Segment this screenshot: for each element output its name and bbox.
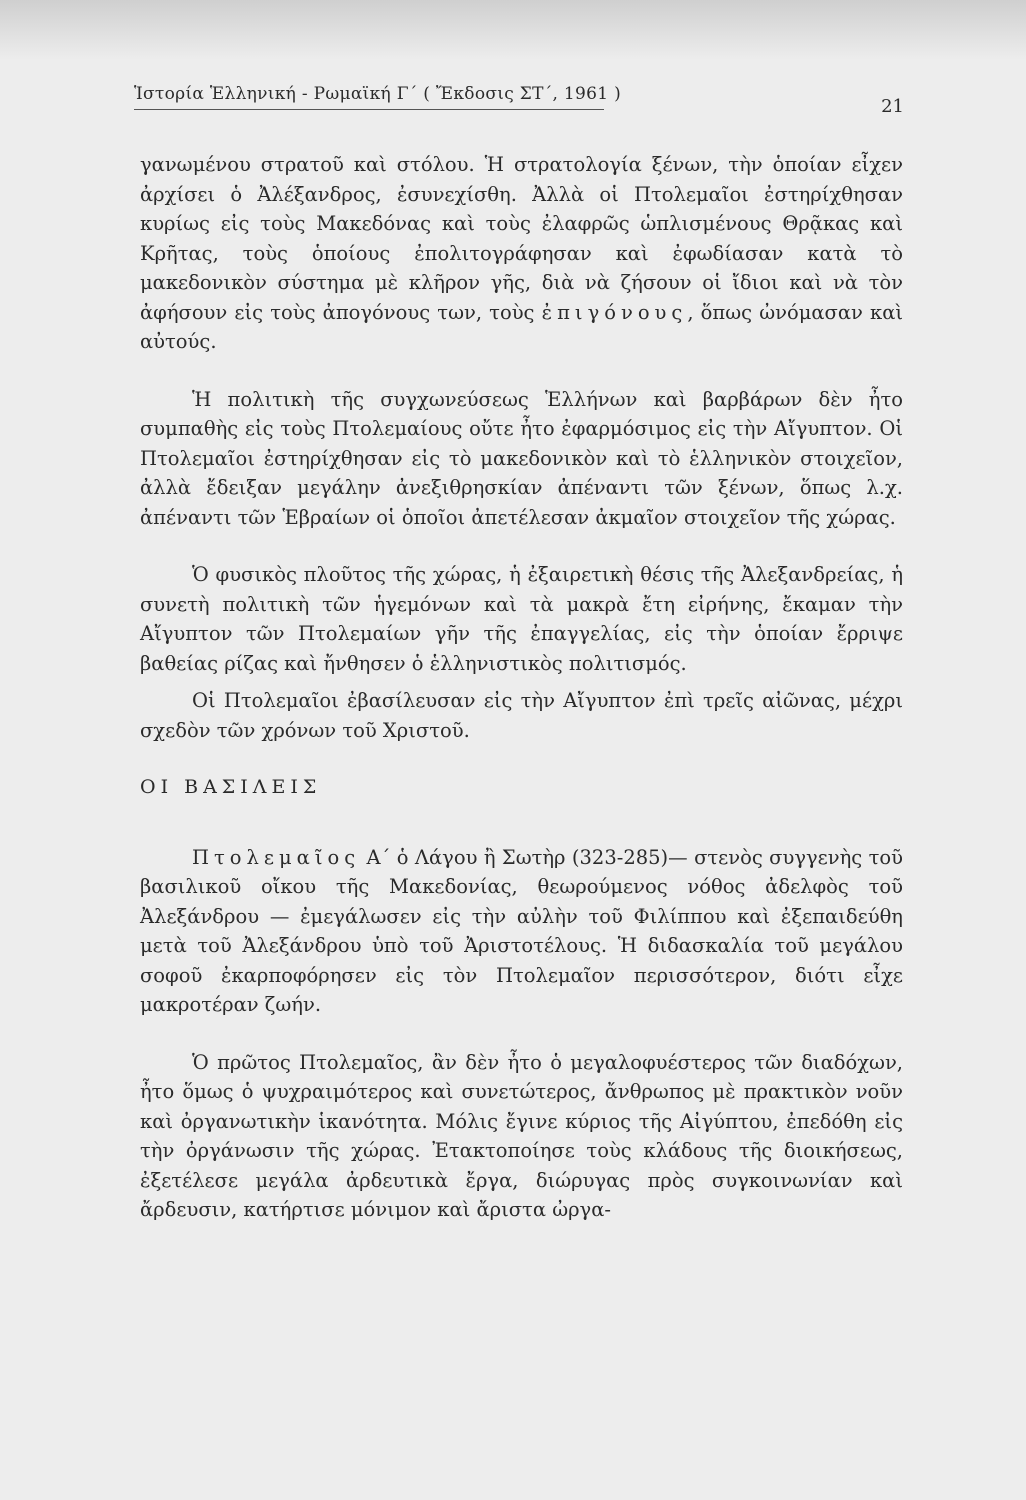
page-body — [140, 150, 903, 1225]
running-header — [134, 84, 904, 124]
paragraph-ptolemy — [140, 843, 903, 1020]
paragraph-1-text: γανωμένου στρατοῦ καὶ στόλου. Ἡ στρατολογία ξένων, τὴν ὁποίαν εἶχεν ἀρχίσει ὁ Ἀλέξανδρος, ἐσυνεχίσθη. Ἀλλὰ οἱ Πτολεμαῖοι ἐστηρίχθησαν κυρίως εἰς τοὺς Μακεδόνας καὶ τοὺς ἐλαφρῶς ὡπλισμένους Θρᾷκας καὶ Κρῆτας, τοὺς ὁποίους ἐπολιτογράφησαν καὶ ἐφωδίασαν κατὰ τὸ μακεδονικὸν σύστημα μὲ κλῆρον γῆς, διὰ νὰ ζήσουν οἱ ἴδιοι καὶ νὰ τὸν ἀφήσουν εἰς τοὺς ἀπογόνους των, τοὺς — [140, 153, 903, 324]
paragraph-1-tail: , ὅπως ὠνόμασαν καὶ αὐτούς. — [140, 300, 904, 353]
ptolemy-name: Πτολεμαῖος — [192, 845, 361, 869]
emphasized-word-epigonous: ἐπιγόνους — [541, 300, 688, 324]
ptolemy-text: Α΄ ὁ Λάγου ἢ Σωτὴρ (323-285)— στενὸς συγγενὴς τοῦ βασιλικοῦ οἴκου τῆς Μακεδονίας, θεωρούμενος νόθος ἀδελφὸς τοῦ Ἀλεξάνδρου — ἐμεγάλωσεν εἰς τὴν αὐλὴν τοῦ Φιλίππου καὶ ἐξεπαιδεύθη μετὰ τοῦ Ἀλεξάνδρου ὑπὸ τοῦ Ἀριστοτέλους. Ἡ διδασκαλία τοῦ μεγάλου σοφοῦ ἐκαρποφόρησεν εἰς τὸν Πτολεμαῖον περισσότερον, διότι εἶχε μακροτέραν ζωήν. — [140, 845, 903, 1016]
page-number: 21 — [881, 96, 904, 117]
paragraph-3: Ὁ φυσικὸς πλοῦτος τῆς χώρας, ἡ ἐξαιρετικὴ θέσις τῆς Ἀλεξανδρείας, ἡ συνετὴ πολιτικὴ τῶν ἡγεμόνων καὶ τὰ μακρὰ ἔτη εἰρήνης, ἔκαμαν τὴν Αἴγυπτον τῶν Πτολεμαίων γῆν τῆς ἐπαγγελίας, εἰς τὴν ὁποίαν ἔρριψε βαθείας ρίζας καὶ ἤνθησεν ὁ ἑλληνιστικὸς πολιτισμός. — [140, 563, 903, 675]
paragraph-last: Ὁ πρῶτος Πτολεμαῖος, ἂν δὲν ἦτο ὁ μεγαλοφυέστερος τῶν διαδόχων, ἦτο ὅμως ὁ ψυχραιμότερος καὶ συνετώτερος, ἄνθρωπος μὲ πρακτικὸν νοῦν καὶ ὀργανωτικὴν ἱκανότητα. Μόλις ἔγινε κύριος τῆς Αἰγύπτου, ἐπεδόθη εἰς τὴν ὀργάνωσιν τῆς χώρας. Ἐτακτοποίησε τοὺς κλάδους τῆς διοικήσεως, ἐξετέλεσε μεγάλα ἀρδευτικὰ ἔργα, διώρυγας πρὸς συγκοινωνίαν καὶ ἄρδευσιν, κατήρτισε μόνιμον καὶ ἄριστα ὠργα- — [140, 1050, 903, 1221]
header-title: Ἱστορία Ἑλληνική - Ρωμαϊκή Γ΄ ( Ἔκδοσις ΣΤ΄, 1961 ) — [134, 84, 622, 104]
header-rule — [134, 109, 604, 110]
paragraph-2: Ἡ πολιτικὴ τῆς συγχωνεύσεως Ἑλλήνων καὶ βαρβάρων δὲν ἦτο συμπαθὴς εἰς τοὺς Πτολεμαίους οὔτε ἦτο ἐφαρμόσιμος εἰς τὴν Αἴγυπτον. Οἱ Πτολεμαῖοι ἐστηρίχθησαν εἰς τὸ μακεδονικὸν καὶ τὸ ἑλληνικὸν στοιχεῖον, ἀλλὰ ἔδειξαν μεγάλην ἀνεξιθρησκίαν ἀπέναντι τῶν ξένων, ὅπως λ.χ. ἀπέναντι τῶν Ἑβραίων οἱ ὁποῖοι ἀπετέλεσαν ἀκμαῖον στοιχεῖον τῆς χώρας. — [140, 387, 903, 529]
scan-shadow — [0, 0, 1026, 60]
paragraph-1 — [140, 150, 903, 357]
paragraph-4: Οἱ Πτολεμαῖοι ἐβασίλευσαν εἰς τὴν Αἴγυπτον ἐπὶ τρεῖς αἰῶνας, μέχρι σχεδὸν τῶν χρόνων τοῦ Χριστοῦ. — [140, 689, 903, 742]
section-heading: ΟΙ ΒΑΣΙΛΕΙΣ — [140, 776, 322, 798]
